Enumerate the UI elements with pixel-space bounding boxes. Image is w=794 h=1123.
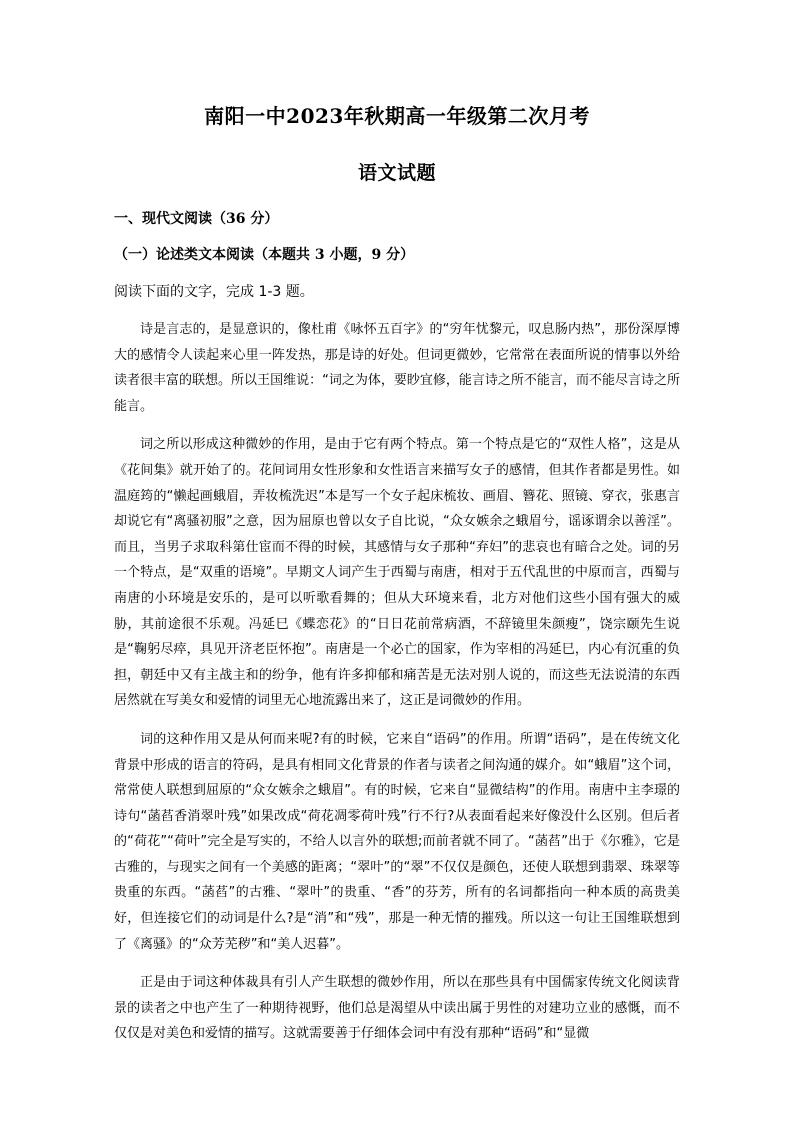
reading-instruction: 阅读下面的文字，完成 1-3 题。: [114, 284, 314, 300]
paragraph-1: 诗是言志的，是显意识的，像杜甫《咏怀五百字》的“穷年忧黎元，叹息肠内热”，那份深厚博大的感情令人读起来心里一阵发热，那是诗的好处。但词更微妙，它常常在表面所说的情事以外给读者很丰富的联想。所以王国维说：“词之为体，要眇宜修，能言诗之所不能言，而不能尽言诗之所能言。: [114, 322, 680, 414]
subsection-heading: （一）论述类文本阅读（本题共 3 小题，9 分）: [114, 247, 415, 263]
section-heading: 一、现代文阅读（36 分）: [114, 211, 279, 227]
exam-title: 南阳一中2023年秋期高一年级第二次月考: [204, 104, 590, 128]
paragraph-3: 词的这种作用又是从何而来呢?有的时候，它来自“语码”的作用。所谓“语码”，是在传统文化背景中形成的语言的符码，是具有相同文化背景的作者与读者之间沟通的媒介。如“蛾眉”这个词，常常使人联想到屈原的“众女嫉余之蛾眉”。有的时候，它来自“显微结构”的作用。南唐中主李璟的诗句“菡萏香消翠叶残”如果改成“荷花凋零荷叶残”行不行?从表面看起来好像没什么区别。但后者的“荷花”“荷叶”完全是写实的，不给人以言外的联想;而前者就不同了。“菡萏”出于《尔雅》，它是古雅的，与现实之间有一个美感的距离；“翠叶”的“翠”不仅仅是颜色，还使人联想到翡翠、珠翠等贵重的东西。“菡萏”的古雅、“翠叶”的贵重、“香”的芬芳，所有的名词都指向一种本质的高贵美好，但连接它们的动词是什么?是“消”和“残”，那是一种无情的摧残。所以这一句让王国维联想到了《离骚》的“众芳芜秽”和“美人迟暮”。: [114, 731, 680, 952]
paragraph-4: 正是由于词这种体裁具有引人产生联想的微妙作用，所以在那些具有中国儒家传统文化阅读背景的读者之中也产生了一种期待视野，他们总是渴望从中读出属于男性的对建功立业的感慨，而不仅仅是对美色和爱情的描写。这就需要善于仔细体会词中有没有那种“语码”和“显微: [114, 975, 680, 1042]
passage: [114, 317, 680, 1060]
exam-subtitle: 语文试题: [357, 162, 436, 184]
paragraph-2: 词之所以形成这种微妙的作用，是由于它有两个特点。第一个特点是它的“双性人格”，这是从《花间集》就开始了的。花间词用女性形象和女性语言来描写女子的感情，但其作者都是男性。如温庭筠的“懒起画蛾眉，弄妆梳洗迟”本是写一个女子起床梳妆、画眉、簪花、照镜、穿衣，张惠言却说它有“离骚初服”之意，因为屈原也曾以女子自比说，“众女嫉余之蛾眉兮，谣诼谓余以善淫”。而且，当男子求取科第仕宦而不得的时候，其感情与女子那种“弃妇”的悲哀也有暗合之处。词的另一个特点，是“双重的语境”。早期文人词产生于西蜀与南唐，相对于五代乱世的中原而言，西蜀与南唐的小环境是安乐的，是可以听歌看舞的；但从大环境来看，北方对他们这些小国有强大的威胁，其前途很不乐观。冯延巳《蝶恋花》的“日日花前常病酒，不辞镜里朱颜瘦”，饶宗颐先生说是“鞠躬尽瘁，具见开济老臣怀抱”。南唐是一个必亡的国家，作为宰相的冯延巳，内心有沉重的负担，朝廷中又有主战主和的纷争，他有许多抑郁和痛苦是无法对别人说的，而这些无法说清的东西居然就在写美女和爱情的词里无心地流露出来了，这正是词微妙的作用。: [114, 437, 680, 709]
